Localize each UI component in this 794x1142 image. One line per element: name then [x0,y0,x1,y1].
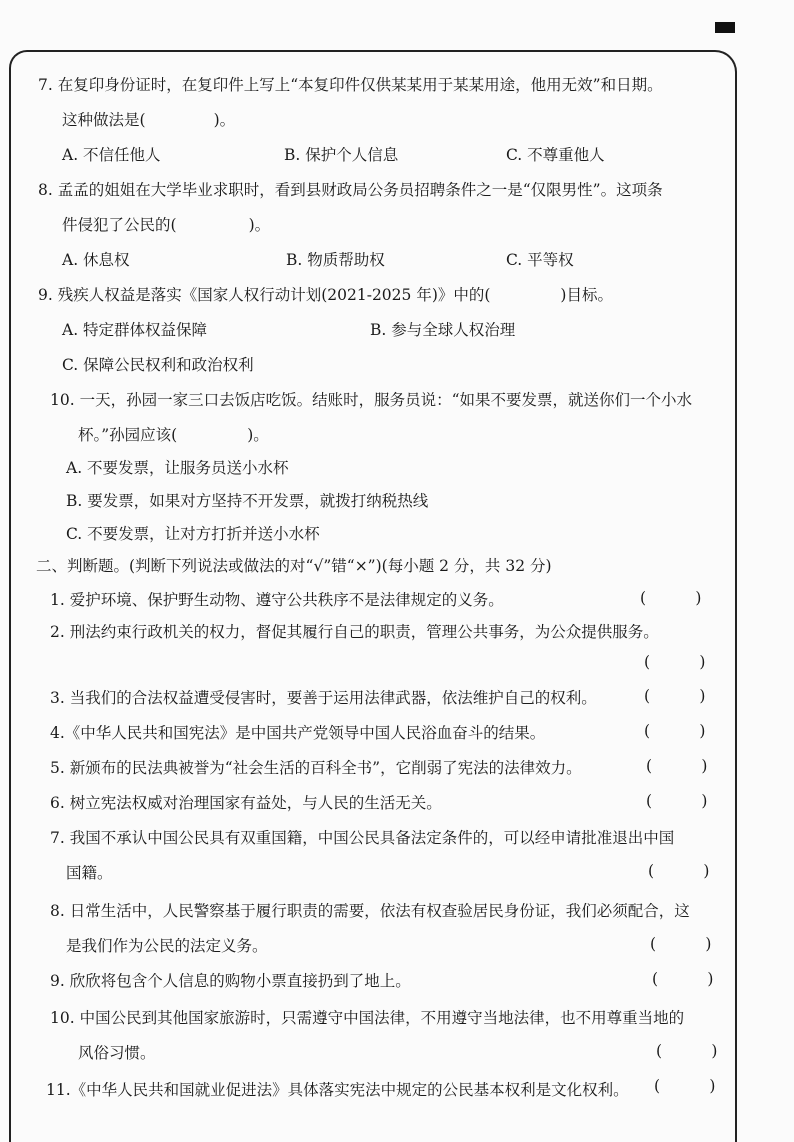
judge-answer-paren-7[interactable]: ( ) [648,862,710,880]
mc-q8-option-b: B. 物质帮助权 [286,251,385,269]
judge-answer-paren-6[interactable]: ( ) [646,792,708,810]
mc-q9-option-b: B. 参与全球人权治理 [370,321,516,339]
mc-q10-option-a: A. 不要发票，让服务员送小水杯 [66,459,289,477]
judge-item-2: 2. 刑法约束行政机关的权力，督促其履行自己的职责，管理公共事务，为公众提供服务。 [50,623,659,641]
section2-heading: 二、判断题。(判断下列说法或做法的对“√”错“×”)(每小题 2 分，共 32 分) [36,557,552,575]
mc-q10-stem-line2: 杯。”孙园应该( )。 [78,426,269,444]
judge-item-10-continuation: 风俗习惯。 [78,1044,156,1062]
mc-q7-option-c: C. 不尊重他人 [506,146,605,164]
judge-answer-paren-11[interactable]: ( ) [654,1077,716,1095]
judge-item-8-continuation: 是我们作为公民的法定义务。 [66,937,268,955]
judge-answer-paren-8[interactable]: ( ) [650,935,712,953]
mc-q8-option-a: A. 休息权 [62,251,130,269]
judge-item-6: 6. 树立宪法权威对治理国家有益处，与人民的生活无关。 [50,794,442,812]
judge-item-8: 8. 日常生活中，人民警察基于履行职责的需要，依法有权查验居民身份证，我们必须配合，这 [50,902,690,920]
mc-q9-option-a: A. 特定群体权益保障 [62,321,208,339]
judge-item-7-continuation: 国籍。 [66,864,113,882]
judge-answer-paren-3[interactable]: ( ) [644,687,706,705]
mc-q9-stem: 9. 残疾人权益是落实《国家人权行动计划(2021-2025 年)》中的( )目标。 [38,286,613,304]
mc-q10-option-c: C. 不要发票，让对方打折并送小水杯 [66,525,320,543]
judge-item-3: 3. 当我们的合法权益遭受侵害时，要善于运用法律武器，依法维护自己的权利。 [50,689,597,707]
mc-q7-stem-line2: 这种做法是( )。 [62,111,236,129]
page-corner-mark [715,22,735,33]
judge-answer-paren-4[interactable]: ( ) [644,722,706,740]
judge-item-4: 4.《中华人民共和国宪法》是中国共产党领导中国人民浴血奋斗的结果。 [50,724,546,742]
judge-item-7: 7. 我国不承认中国公民具有双重国籍，中国公民具备法定条件的，可以经申请批准退出中国 [50,829,675,847]
judge-answer-paren-5[interactable]: ( ) [646,757,708,775]
mc-q7-option-a: A. 不信任他人 [62,146,161,164]
judge-item-5: 5. 新颁布的民法典被誉为“社会生活的百科全书”，它削弱了宪法的法律效力。 [50,759,582,777]
mc-q10-option-b: B. 要发票，如果对方坚持不开发票，就拨打纳税热线 [66,492,429,510]
judge-answer-paren-10[interactable]: ( ) [656,1042,718,1060]
judge-item-1: 1. 爱护环境、保护野生动物、遵守公共秩序不是法律规定的义务。 [50,591,504,609]
judge-answer-paren-1[interactable]: ( ) [640,589,702,607]
judge-answer-paren-2[interactable]: ( ) [644,653,706,671]
mc-q7-option-b: B. 保护个人信息 [284,146,399,164]
mc-q8-stem-line1: 8. 孟孟的姐姐在大学毕业求职时，看到县财政局公务员招聘条件之一是“仅限男性”。这项条 [38,181,663,199]
mc-q8-option-c: C. 平等权 [506,251,574,269]
mc-q8-stem-line2: 件侵犯了公民的( )。 [62,216,271,234]
mc-q9-option-c: C. 保障公民权利和政治权利 [62,356,254,374]
judge-item-11: 11.《中华人民共和国就业促进法》具体落实宪法中规定的公民基本权利是文化权利。 [46,1081,629,1099]
mc-q7-stem-line1: 7. 在复印身份证时，在复印件上写上“本复印件仅供某某用于某某用途，他用无效”和日期。 [38,76,663,94]
judge-answer-paren-9[interactable]: ( ) [652,970,714,988]
mc-q10-stem-line1: 10. 一天，孙园一家三口去饭店吃饭。结账时，服务员说：“如果不要发票，就送你们一个小水 [50,391,693,409]
judge-item-9: 9. 欣欣将包含个人信息的购物小票直接扔到了地上。 [50,972,411,990]
judge-item-10: 10. 中国公民到其他国家旅游时，只需遵守中国法律，不用遵守当地法律，也不用尊重当地的 [50,1009,685,1027]
